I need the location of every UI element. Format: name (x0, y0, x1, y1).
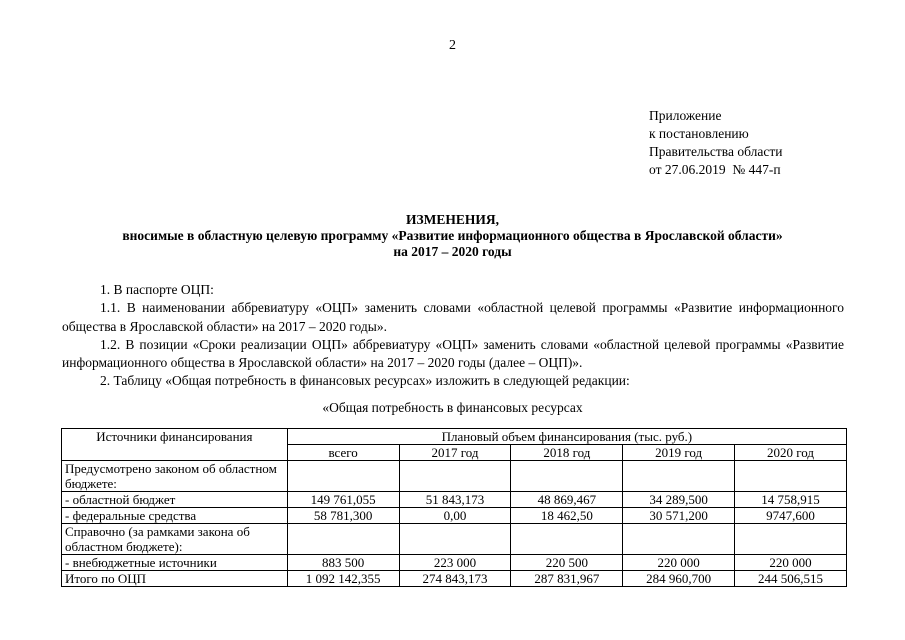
paragraph: 1.2. В позиции «Сроки реализации ОЦП» аббревиатуру «ОЦП» заменить словами «областной целевой программы «Развитие информационного общества в Ярославской области» на 2017 – 2020 годы (далее – ОЦП)». (62, 336, 844, 371)
column-header: 2020 год (735, 445, 847, 461)
body-text (62, 281, 844, 391)
header-sources: Источники финансирования (62, 429, 288, 461)
table-cell (287, 524, 399, 555)
row-label: - федеральные средства (62, 508, 288, 524)
table-cell: 1 092 142,355 (287, 571, 399, 587)
page-number: 2 (449, 38, 456, 53)
row-label: - областной бюджет (62, 492, 288, 508)
row-label: Предусмотрено законом об областном бюджете: (62, 461, 288, 492)
heading-title: ИЗМЕНЕНИЯ, (405, 212, 499, 227)
appendix-line: от 27.06.2019 № 447-п (649, 162, 781, 177)
table-row (62, 461, 847, 492)
table-cell: 9747,600 (735, 508, 847, 524)
table-row (62, 508, 847, 524)
table-cell: 0,00 (399, 508, 511, 524)
table-body (62, 461, 847, 587)
paragraph: 2. Таблицу «Общая потребность в финансовых ресурсах» изложить в следующей редакции: (100, 373, 630, 389)
table-cell: 223 000 (399, 555, 511, 571)
table-row (62, 492, 847, 508)
document-heading (0, 212, 905, 260)
table-cell: 287 831,967 (511, 571, 623, 587)
table-cell: 883 500 (287, 555, 399, 571)
table-row (62, 571, 847, 587)
column-header: всего (287, 445, 399, 461)
row-label: Справочно (за рамками закона об областном бюджете): (62, 524, 288, 555)
table-cell: 34 289,500 (623, 492, 735, 508)
heading-period: на 2017 – 2020 годы (393, 244, 512, 259)
column-header: 2017 год (399, 445, 511, 461)
table-cell: 58 781,300 (287, 508, 399, 524)
table-cell (399, 524, 511, 555)
table-cell: 244 506,515 (735, 571, 847, 587)
table-cell (735, 461, 847, 492)
row-label: Итого по ОЦП (62, 571, 288, 587)
column-header: 2018 год (511, 445, 623, 461)
table-cell: 48 869,467 (511, 492, 623, 508)
financing-table (61, 428, 847, 587)
table-cell (399, 461, 511, 492)
appendix-block (649, 107, 782, 179)
table-cell (511, 461, 623, 492)
appendix-line: Правительства области (649, 144, 783, 159)
table-title: «Общая потребность в финансовых ресурсах (322, 400, 583, 415)
table-cell: 14 758,915 (735, 492, 847, 508)
table-cell: 220 000 (735, 555, 847, 571)
table-row (62, 555, 847, 571)
header-volume: Плановый объем финансирования (тыс. руб.) (287, 429, 846, 445)
table-cell: 220 500 (511, 555, 623, 571)
table-cell: 18 462,50 (511, 508, 623, 524)
row-label: - внебюджетные источники (62, 555, 288, 571)
table-row (62, 524, 847, 555)
appendix-line: к постановлению (649, 126, 749, 141)
paragraph: 1.1. В наименовании аббревиатуру «ОЦП» заменить словами «областной целевой программы «Развитие информационного общества в Ярославской области» на 2017 – 2020 годы». (62, 300, 844, 334)
table-cell: 30 571,200 (623, 508, 735, 524)
table-cell (623, 524, 735, 555)
column-header: 2019 год (623, 445, 735, 461)
appendix-line: Приложение (649, 108, 722, 123)
table-cell (735, 524, 847, 555)
table-cell: 220 000 (623, 555, 735, 571)
table-cell: 284 960,700 (623, 571, 735, 587)
table-cell (287, 461, 399, 492)
table-cell (623, 461, 735, 492)
table-cell (511, 524, 623, 555)
heading-subtitle: вносимые в областную целевую программу «Развитие информационного общества в Ярославской области» (122, 228, 783, 243)
table-cell: 274 843,173 (399, 571, 511, 587)
paragraph: 1. В паспорте ОЦП: (100, 282, 214, 297)
table-cell: 149 761,055 (287, 492, 399, 508)
table-cell: 51 843,173 (399, 492, 511, 508)
